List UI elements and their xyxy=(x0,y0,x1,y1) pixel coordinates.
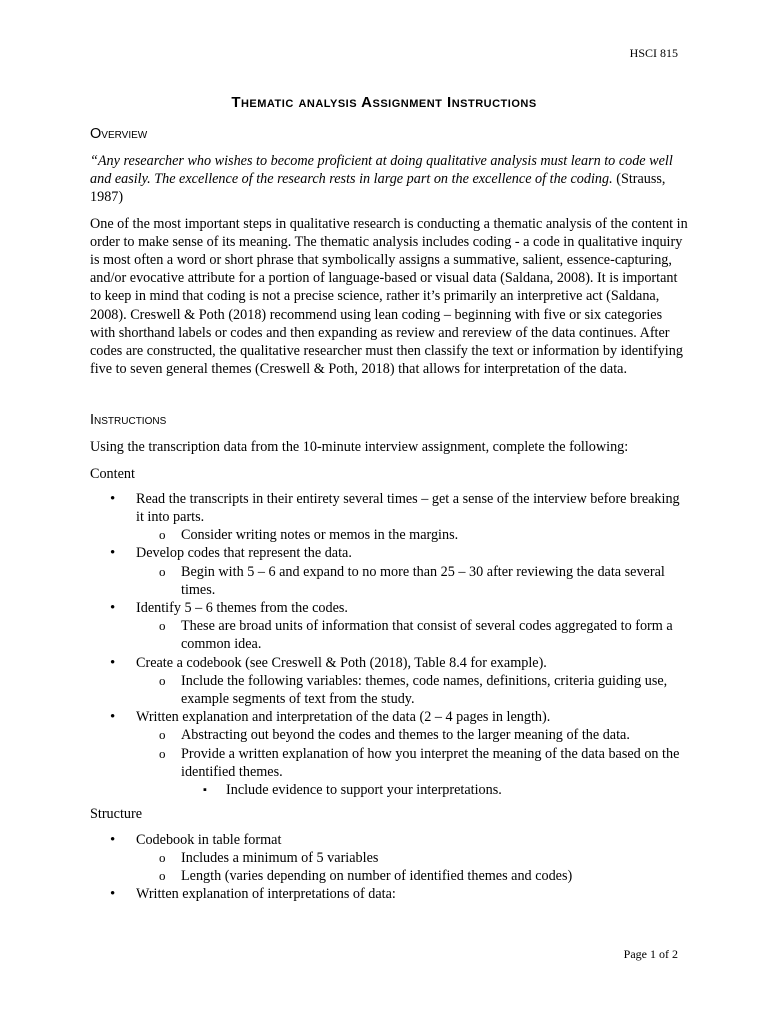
sub-sub-list xyxy=(181,781,690,799)
page-footer: Page 1 of 2 xyxy=(623,947,678,961)
quote-text: “Any researcher who wishes to become proficient at doing qualitative analysis must learn to code well and easily. The excellence of the research rests in large part on the excellence of the coding. xyxy=(90,153,673,188)
list-item xyxy=(90,654,690,709)
list-item-text: Identify 5 – 6 themes from the codes. xyxy=(136,600,348,617)
content-label: Content xyxy=(90,465,135,482)
list-item xyxy=(90,599,690,654)
list-item-text: Codebook in table format xyxy=(136,831,282,848)
page-header: HSCI 815 xyxy=(629,46,678,60)
sub-list-item: o Include the following variables: themes, code names, definitions, criteria guiding use, example segments of text from the study. xyxy=(136,672,690,708)
list-item xyxy=(90,831,690,886)
document-title: Thematic analysis Assignment Instructions xyxy=(231,94,537,111)
sub-list xyxy=(136,726,690,799)
sub-list-item: o Consider writing notes or memos in the margins. xyxy=(136,526,690,544)
quote-citation: (Strauss, 1987) xyxy=(90,171,666,206)
list-item-text: Create a codebook (see Creswell & Poth (2018), Table 8.4 for example). xyxy=(136,654,547,671)
list-item xyxy=(90,708,690,799)
sub-list-item: o These are broad units of information that consist of several codes aggregated to form a common idea. xyxy=(136,617,690,653)
sub-list-item: o Length (varies depending on number of identified themes and codes) xyxy=(136,867,690,885)
instructions-intro: Using the transcription data from the 10-minute interview assignment, complete the following: xyxy=(90,439,629,456)
sub-list-item: o Includes a minimum of 5 variables xyxy=(136,849,690,867)
sub-list xyxy=(136,526,690,544)
sub-list xyxy=(136,672,690,708)
list-item-text: Written explanation and interpretation of the data (2 – 4 pages in length). xyxy=(136,709,551,726)
list-item-text: Read the transcripts in their entirety several times – get a sense of the interview before breaking it into parts. xyxy=(136,490,680,526)
instructions-heading: Instructions xyxy=(90,412,167,429)
sub-list-item-text: Provide a written explanation of how you interpret the meaning of the data based on the identified themes. xyxy=(181,745,680,780)
sub-list-item: o Begin with 5 – 6 and expand to no more than 25 – 30 after reviewing the data several times. xyxy=(136,563,690,599)
sub-list xyxy=(136,849,690,885)
list-item-text: Develop codes that represent the data. xyxy=(136,545,352,562)
sub-list xyxy=(136,563,690,599)
sub-sub-list-item: ▪ Include evidence to support your interpretations. xyxy=(181,781,690,799)
opening-quote xyxy=(90,152,690,207)
list-item xyxy=(90,490,690,545)
sub-list-item: o Abstracting out beyond the codes and themes to the larger meaning of the data. xyxy=(136,726,690,744)
list-item: • Written explanation of interpretations of data: xyxy=(90,885,690,903)
list-item xyxy=(90,544,690,599)
structure-label: Structure xyxy=(90,806,143,823)
section-spacer xyxy=(90,386,690,410)
structure-list xyxy=(90,831,690,904)
sub-list-item xyxy=(136,745,690,800)
sub-list xyxy=(136,617,690,653)
document-body xyxy=(90,124,690,909)
overview-heading: Overview xyxy=(90,126,148,142)
overview-paragraph: One of the most important steps in qualitative research is conducting a thematic analysis of the content in order to make sense of its meaning. The thematic analysis includes coding - a code in qualitative inquiry is most often a word or short phrase that symbolically assigns a summative, salient, essence-capturing, and/or evocative attribute for a portion of language-based or visual data (Saldana, 2008). It is important to keep in mind that coding is not a precise science, rather it’s primarily an interpretive act (Saldana, 2008). Creswell & Poth (2018) recommend using lean coding – beginning with five or six categories with shorthand labels or codes and then expanding as review and rereview of the data continues. After codes are constructed, the qualitative researcher must then classify the text or information by identifying five to seven general themes (Creswell & Poth, 2018) that allows for interpretation of the data. xyxy=(90,215,688,378)
content-list xyxy=(90,490,690,799)
